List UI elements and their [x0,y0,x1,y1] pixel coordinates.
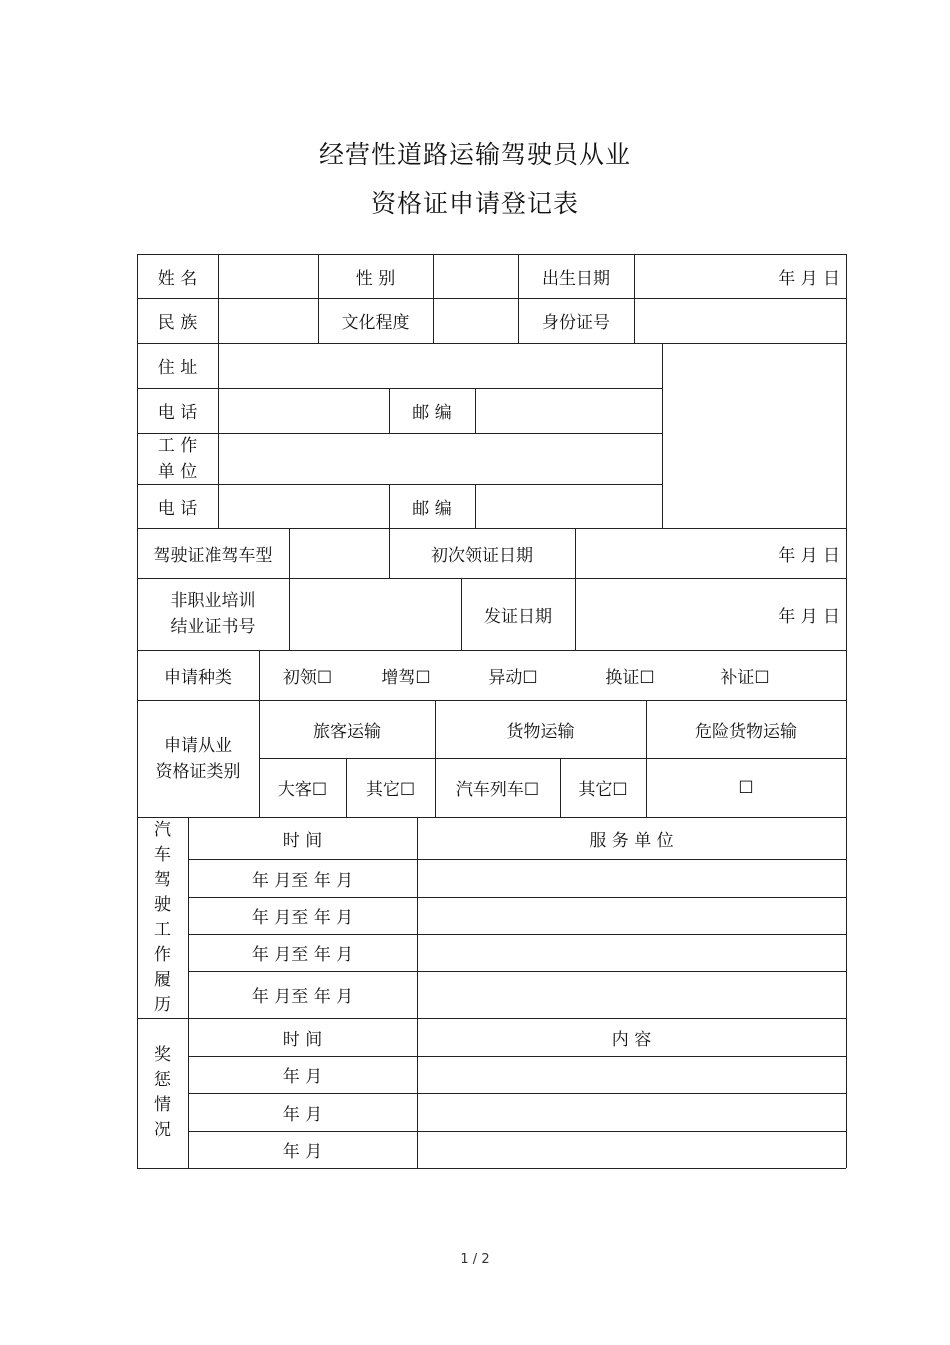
form-title-line2: 资格证申请登记表 [370,189,579,218]
label-rewards [137,1018,188,1168]
option-passenger-other-checkbox[interactable]: 其它☐ [365,780,416,800]
label-id-number: 身份证号 [542,313,610,333]
work-history-unit-field[interactable] [417,897,846,934]
field-postcode[interactable] [475,388,662,433]
apply-option-checkbox[interactable]: 异动☐ [488,667,538,688]
field-first-issue-date[interactable]: 年 月 日 [778,545,840,566]
header-hazardous-transport: 危险货物运输 [695,721,797,742]
label-apply-type: 申请种类 [164,667,232,688]
field-work-unit[interactable] [218,433,662,484]
label-rewards-line: 况 [154,1120,171,1140]
reward-content-field[interactable] [417,1131,846,1168]
field-issue-date[interactable]: 年 月 日 [778,606,840,627]
label-qual-category-line: 申请从业 [164,735,232,756]
header-reward-content: 内 容 [611,1029,652,1050]
label-phone-2: 电 话 [157,498,198,519]
field-name[interactable] [218,254,318,298]
work-history-unit-field[interactable] [417,971,846,1018]
label-ethnicity: 民 族 [157,313,198,333]
option-truck-train-checkbox[interactable]: 汽车列车☐ [455,780,540,800]
label-training-cert-line: 非职业培训 [170,591,256,611]
label-postcode-2: 邮 编 [412,498,452,519]
label-phone: 电 话 [157,403,198,423]
label-postcode: 邮 编 [412,403,452,423]
label-work-unit [137,433,218,484]
label-rewards-line: 惩 [154,1070,171,1090]
option-bus-checkbox[interactable]: 大客☐ [277,780,328,800]
label-training-cert [137,578,289,650]
header-work-time: 时 间 [282,830,323,851]
option-cargo-other-checkbox[interactable]: 其它☐ [578,780,628,800]
work-history-time-field[interactable]: 年 月至 年 月 [251,945,354,965]
option-hazardous-checkbox[interactable]: ☐ [738,777,754,798]
reward-content-field[interactable] [417,1056,846,1093]
label-work-history-line: 驶 [154,894,171,915]
label-qual-category-line: 资格证类别 [155,761,241,782]
form-title-line1: 经营性道路运输驾驶员从业 [318,140,631,169]
reward-content-field[interactable] [417,1093,846,1131]
label-license-type: 驾驶证准驾车型 [153,545,273,566]
page-indicator: 1 / 2 [460,1252,490,1267]
label-first-issue-date: 初次领证日期 [431,545,533,566]
field-gender[interactable] [433,254,518,298]
work-history-time-field[interactable]: 年 月至 年 月 [251,908,354,928]
label-work-unit-line: 单 位 [157,461,198,482]
label-qual-category [137,700,259,817]
label-work-unit-line: 工 作 [157,435,198,456]
photo-area [662,343,846,528]
work-history-unit-field[interactable] [417,859,846,897]
label-education: 文化程度 [341,313,410,333]
label-work-history-line: 汽 [154,819,171,840]
reward-time-field[interactable]: 年 月 [282,1142,323,1162]
field-birth-date[interactable]: 年 月 日 [778,268,840,289]
apply-option-checkbox[interactable]: 增驾☐ [381,667,431,688]
field-license-type[interactable] [289,528,389,578]
label-work-history-line: 履 [154,969,171,990]
label-work-history [137,817,188,1018]
label-work-history-line: 工 [154,919,171,940]
header-cargo-transport: 货物运输 [506,721,575,742]
field-phone-2[interactable] [218,484,389,528]
label-address: 住 址 [157,358,198,378]
field-address[interactable] [218,343,662,388]
label-rewards-line: 奖 [154,1045,171,1065]
label-name: 姓 名 [157,268,198,289]
field-id-number[interactable] [634,298,846,343]
reward-time-field[interactable]: 年 月 [282,1067,323,1087]
work-history-unit-field[interactable] [417,934,846,971]
field-education[interactable] [433,298,518,343]
header-passenger-transport: 旅客运输 [313,721,381,742]
work-history-time-field[interactable]: 年 月至 年 月 [251,870,354,891]
apply-option-checkbox[interactable]: 补证☐ [720,667,770,688]
header-service-unit: 服 务 单 位 [589,830,674,851]
field-phone[interactable] [218,388,389,433]
label-issue-date: 发证日期 [484,606,552,627]
label-work-history-line: 车 [154,844,171,865]
label-work-history-line: 驾 [154,869,171,890]
label-gender: 性 别 [355,268,396,289]
apply-option-checkbox[interactable]: 换证☐ [605,667,655,688]
label-birth-date: 出生日期 [542,268,610,289]
label-training-cert-line: 结业证书号 [170,617,256,637]
field-postcode-2[interactable] [475,484,662,528]
reward-time-field[interactable]: 年 月 [282,1104,323,1125]
table-border [846,254,847,1168]
work-history-time-field[interactable]: 年 月至 年 月 [251,987,354,1007]
field-ethnicity[interactable] [218,298,318,343]
table-border [137,1168,846,1169]
apply-option-checkbox[interactable]: 初领☐ [282,667,333,688]
label-work-history-line: 作 [154,944,171,965]
header-reward-time: 时 间 [282,1029,323,1050]
label-work-history-line: 历 [154,994,171,1015]
label-rewards-line: 情 [154,1095,171,1115]
field-training-cert[interactable] [289,578,461,650]
